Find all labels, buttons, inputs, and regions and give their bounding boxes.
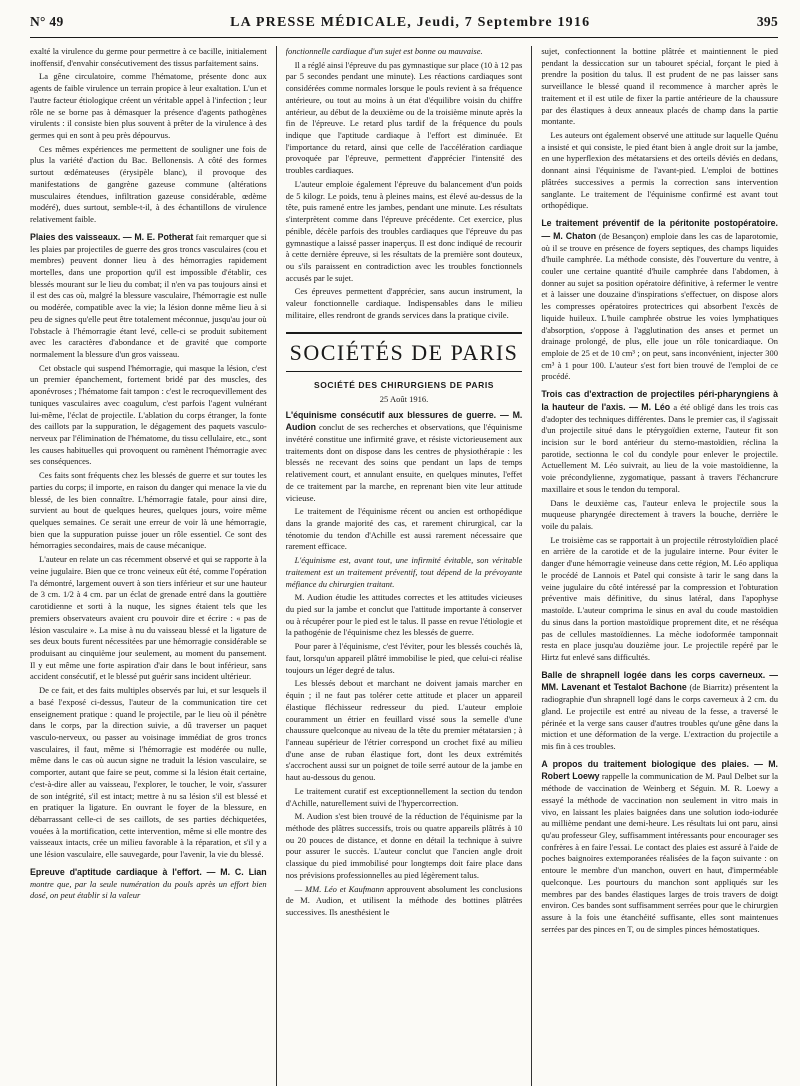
- paragraph-text: (de Besançon) emploie dans les cas de laparotomie, où il se trouve en présence de foyers septiques, des champs liquides d'huile camphrée. La méthode consiste, dès l'ouverture du ventre, à couler une certaine quantité d'huile camphrée dans l'abdomen, à donner au sujet sa position opératoire définitive, à refermer le ventre et à laisser une douzaine d'inspirations s'effectuer, on dispose alors les compresses opératoires protectrices qui absorbent l'excès de liquide huileux. L'huile camphrée obstrue les voies lymphatiques d'absorption, s'oppose à l'agglutination des anses et permet un drainage prolongé, de plus, elle joue un rôle tonicardiaque. On emploie de 25 et de 10 cm³ ; on peut, sans inconvénient, injecter 300 cm³ à 1 pour 100. L'auteur s'est fort bien trouvé de l'emploi de ce procédé.: [541, 230, 778, 382]
- paragraph: [286, 46, 523, 58]
- paragraph-with-heading: [286, 884, 523, 919]
- column-rule: [276, 46, 277, 1086]
- subheading: L'équinisme consécutif aux blessures de guerre. — M. Audion: [285, 409, 523, 433]
- paragraph: Le traitement curatif est exceptionnellement la section du tendon d'Achille, naturellement suivi de l'hypercorrection.: [285, 785, 523, 808]
- paragraph: De ce fait, et des faits multiples observés par lui, et sur lesquels il a basé l'exposé ci-dessus, l'auteur de la communication tire cet enseignement pratique : quand le projectile, par le lieu où il pénètre dans le corps, par la direction suivie, a dû traverser un paquet vasculo-nerveux, ou passer au voisinage immédiat de gros troncs vasculaires, il faut, même si l'hémorragie est modérée ou nulle, même dans le cas où aucun signe ne traduit la lésion vasculaire, se comporter, autant que faire se peut, comme si la lésion était certaine, c'est-à-dire aller au vaisseau, l'explorer, le toucher, le voir, s'assurer de son intégrité, s'il est intact; mettre à nu sa lésion s'il est blessé et en pratiquer la ligature. En ouvrant le foyer de la blessure, en débarrassant celle-ci de ses caillots, de ses parties déchiquetées, vouées à la mortification, cette intervention, même si elle montre des vaisseaux intacts, crée un milieu favorable à la réparation, et s'il y a une lésion vasculaire, elle sauvegarde, pour l'avenir, la vie du blessé.: [30, 685, 267, 860]
- issue-number: N° 49: [30, 14, 64, 29]
- paragraph-with-heading: [30, 231, 267, 361]
- paragraph-text: fonctionnelle cardiaque d'un sujet est bonne ou mauvaise.: [285, 46, 483, 56]
- paragraph-with-heading: [541, 758, 778, 936]
- paragraph: L'auteur en relate un cas récemment observé et qui se rapporte à la veine jugulaire. Bien que ce tronc veineux eût été, comme l'opération l'a démontré, largement ouvert à son tiers inférieur et sur une hauteur de 3 cm. 1/2 à 4 cm. par un éclat de grenade entré dans la gouttière carotidienne et sorti à la nuque, les signes étaient tels que les premiers observateurs avaient cru pouvoir dire et écrire : « pas de lésion vasculaire ». La mise à nu du vaisseau blessé et la ligature de ses deux bouts furent nécessitées par une hémorragie considérable se produisant au cinquième jour seulement, au moment du pansement. Il y eut même une forte aspiration d'air dans le bout inférieur, sans accident consécutif, et le blessé put guérir sans incident ultérieur.: [30, 554, 267, 682]
- paragraph: Le traitement de l'équinisme récent ou ancien est orthopédique dans la grande majorité des cas, et rarement chirurgical, car la ténotomie du tendon d'Achille est aussi rarement nécessaire que rarement efficace.: [285, 506, 523, 552]
- paragraph: Ces faits sont fréquents chez les blessés de guerre et sur toutes les parties du corps; il importe, en raison du danger qui menace la vie du blessé, de les bien connaître. L'hémorragie fatale, pour ainsi dire, survient au bout de quelques heures, quelques jours, voire même quelques semaines. Ce serait une erreur de voir là une hémorragie, bien que la suppuration puisse jouer un rôle essentiel. Ce sont des hémorragies secondaires, mais de cause mécanique.: [30, 470, 267, 551]
- paragraph: Ces épreuves permettent d'apprécier, sans aucun instrument, la valeur fonctionnelle cardiaque. Indispensables dans le milieu militaire, elles rendront de grands services dans la pratique civile.: [285, 286, 523, 320]
- paragraph: Cet obstacle qui suspend l'hémorragie, qui masque la lésion, c'est un premier épanchement, fortement bridé par des muscles, des aponévroses ; l'hématome fait tampon : c'est le recroquevillement des tuniques vasculaires avec coagulum, c'est parfois l'agent vulnérant lui-même, l'éclat de projectile. L'ablation du corps étranger, la fonte des caillots par la suppuration, le dégagement des paquets vasculo-nerveux par l'élimination de l'hématome, du tissu cellulaire, etc., sont les causes habituelles qui provoquent ou ramènent l'hémorragie avec ses conséquences.: [30, 362, 267, 467]
- paragraph: La gêne circulatoire, comme l'hématome, présente donc aux agents de faible virulence un terrain propice à leur exaltation. L'un et l'autre facteur étiologique créent un véritable appel à l'infection ; leur rôle ne se borne pas à démasquer la présence d'agents pathogènes virulents : il consiste bien plus souvent à prêter de la virulence à des germes qui en sont à peu près dépourvus.: [30, 71, 267, 141]
- paragraph-text: L'équinisme est, avant tout, une infirmité évitable, son véritable traitement est un traitement préventif, tout dépend de la prévoyante méfiance du chirurgien traitant.: [285, 555, 523, 589]
- running-header: [30, 14, 778, 38]
- subheading: A propos du traitement biologique des plaies. — M. Robert Loewy: [541, 758, 778, 782]
- paragraph: exalté la virulence du germe pour permettre à ce bacille, initialement inoffensif, d'envahir consécutivement des tissus parfaitement sains.: [30, 46, 267, 68]
- column-1: [30, 46, 267, 1086]
- section-banner: [286, 332, 523, 372]
- society-name: SOCIÉTÉ DES CHIRURGIENS DE PARIS: [313, 379, 495, 390]
- running-title: LA PRESSE MÉDICALE, Jeudi, 7 Septembre 1916: [230, 15, 591, 30]
- paragraph: Les auteurs ont également observé une attitude sur laquelle Quénu a insisté et qui consiste, le pied étant bien à angle droit sur la jambe, en une hyperflexion des métatarsiens et des orteils déviés en dedans, donnant ainsi l'équinisme de l'avant-pied. L'emploi de bottines plâtrées successives a permis la correction sans intervention sanglante. Le traitement de l'équinisme confirmé est avant tout orthopédique.: [541, 130, 778, 211]
- subheading: Trois cas d'extraction de projectiles péri-pharyngiens à la hauteur de l'axis. — M. Léo: [541, 389, 778, 412]
- paragraph-with-heading: [541, 217, 778, 383]
- paragraph: Dans le deuxième cas, l'auteur enleva le projectile sous la muqueuse pharyngée directement à travers la bouche, derrière le voile du palais.: [541, 497, 778, 532]
- paragraph-text: a été obligé dans les trois cas d'adopter des techniques différentes. Dans le premier cas, il s'agissait d'un projectile situé dans le ptérygoïdien externe, l'auteur fit son incision sur le bord antérieur du sterno-mastoïdien, réclina la parotide, sectionna le col du condyle pour enlever le projectile. Actuellement M. Léo suivrait, au lieu de la voie mastoïdienne, la voie précondylienne, zygomatique, passant à travers l'échancrure maxillaire et sous le tendon du temporal.: [541, 401, 778, 494]
- paragraph: M. Audion s'est bien trouvé de la réduction de l'équinisme par la méthode des plâtres successifs, trois ou quatre appareils plâtrés à 10 ou 20 pouces de distance, et donne en détail la technique à suivre pour assurer le succès. L'auteur conclut que l'ancien angle droit classique du pied immobilisé pour longtemps doit faire place dans nos prévisions professionnelles au pied légèrement talus.: [285, 811, 523, 880]
- paragraph-text: approuvent absolument les conclusions de M. Audion, et utilisent la méthode des bottines plâtrées successives. Ils anesthésient le: [285, 883, 523, 917]
- paragraph: L'auteur emploie également l'épreuve du balancement d'un poids de 5 kilogr. Le poids, tenu à pleines mains, est élevé au-dessus de la tête, puis ramené entre les jambes, pendant une minute. Les résultats s'interprètent comme dans l'épreuve précédente. Cet exercice, plus pénible, décèle parfois des troubles cardiaques que l'épreuve du pas gymnastique a laissé passer inaperçus. Il est donc indiqué de recourir à cette dernière épreuve, si les résultats de la première sont douteux, ou s'ils paraissent en contradiction avec les troubles fonctionnels accusés par le sujet.: [285, 178, 523, 283]
- paragraph-text: conclut de ses recherches et observations, que l'équinisme invétéré constitue une infirmité grave, et résiste victorieusement aux traitements dont on dispose dans les centres de physiothérapie : les blessés ne recevant des soins que pendant un laps de temps relativement court, et annulant ensuite, en quelques minutes, l'effet de ce traitement par la marche, en reprenant bien vite leur attitude vicieuse.: [285, 422, 523, 503]
- subheading: Plaies des vaisseaux. — M. E. Potherat: [30, 231, 194, 242]
- paragraph: sujet, confectionnent la bottine plâtrée et maintiennent le pied pendant la dessiccation sur un tabouret spécial, forçant le pied à prendre la position du talus. Il est prudent de ne pas laisser sans surveillance le blessé quand il recommence à marcher après le traitement et il est utile de fixer la partie antérieure de la chaussure par des élastiques à deux anneaux placés de champ dans la partie montante.: [541, 46, 778, 127]
- paragraph-text: fait remarquer que si les plaies par projectiles de guerre des gros troncs vasculaires (cou et membres) peuvent donner lieu à des hémorragies rapidement mortelles, dans une proportion qu'il est impossible d'établir, ces blessés mourant sur le lieu du combat; il n'en va pas toujours ainsi et il est des cas où, malgré la blessure vasculaire, l'hémorragie est nulle ou modérée, compatible avec la vie; la lésion donne même lieu à si peu de signes qu'elle peut être totalement méconnue, jusqu'au jour où l'obstacle à l'hémorragie étant levé, celle-ci se produit subitement avec les caractères d'abondance et de gravité que comporte normalement la blessure d'un gros vaisseau.: [30, 231, 267, 359]
- session-date: 25 Août 1916.: [379, 393, 429, 404]
- paragraph-text: rappelle la communication de M. Paul Delbet sur la méthode de vaccination de Weinberg et Séguin. M. R. Loewy a essayé la méthode de vaccination non seulement in vitro mais in vivo, en laissant les plaies baignées dans une solution iodo-iodurée au millième pendant une demi-heure. Les résultats lui ont paru, ainsi qu'au professeur Gley, suffisamment intéressants pour encourager ses confrères à en faire l'essai. Le contact des plaies est assuré à l'aide de poches baignoires extemporanées réalisées de la façon suivante : on entoure le membre d'un manchon, ouvert en haut, d'imperméable quelconque. Les pourtours du manchon sont appliqués sur les membres par des bandes élastiques larges de trois travers de doigt environ. Ces bandes sont suffisamment serrées pour que le chirurgien assure à la fois une étanchéité suffisante, elles sont maintenues serrées par des pinces en T, ou de simples pinces hémostatiques.: [541, 771, 778, 934]
- text-columns: [30, 46, 778, 1086]
- column-2: [286, 46, 523, 1086]
- paragraph: [286, 555, 523, 590]
- paragraph: Ces mêmes expériences me permettent de souligner une fois de plus la variété d'action du Bac. Bellonensis. A côté des formes surtout œdémateuses (érysipèle blanc), il provoque des manifestations de gangrène gazeuse commune (altérations musculaires étendues, infiltration gazeuse considérable, œdème modéré), dues surtout, semble-t-il, à des échantillons de virulence relativement faible.: [30, 143, 267, 225]
- paragraph-text: montre que, par la seule numération du pouls après un effort bien dosé, on peut établir si la valeur: [30, 878, 267, 901]
- subheading: Epreuve d'aptitude cardiaque à l'effort. — M. C. Lian: [30, 866, 267, 877]
- paragraph-with-heading: [541, 388, 778, 495]
- subheading: — MM. Léo et Kaufmann: [294, 883, 385, 894]
- section-title: SOCIÉTÉS DE PARIS: [289, 339, 519, 365]
- paragraph: Il a réglé ainsi l'épreuve du pas gymnastique sur place (10 à 12 pas par 5 secondes pendant une minute). Les réactions cardiaques sont considérées comme normales lorsque le pouls revient à sa fréquence antérieure, ou tout au moins à un état d'équilibre voisin du chiffre antérieur, au début de la deuxième ou de la troisième minute après la fin de l'épreuve. Le retard plus tardif de la fréquence du pouls indique que l'aptitude cardiaque à l'effort est diminuée. Et l'importance du retard, ainsi que celle de l'accélération cardiaque provoquée par l'épreuve, permettent d'apprécier l'intensité des troubles cardiaques.: [285, 59, 523, 176]
- paragraph-text: (de Biarritz) présentent la radiographie d'un shrapnell logé dans le corps caverneux à 2 cm. du gland. Le projectile est entré au niveau de la fesse, a traversé le périnée et la verge sans causer d'autres troubles qu'une gêne dans la miction et une déformation de la verge. L'extraction du projectile a mis fin à ces troubles.: [541, 682, 778, 751]
- paragraph: M. Audion étudie les attitudes correctes et les attitudes vicieuses du pied sur la jambe et conclut que l'attitude importante à conserver ou à récupérer pour le pied est le talus. Il passe en revue l'étiologie et la pathogénie de l'équinisme chez les blessés de guerre.: [285, 592, 523, 638]
- paragraph: Le troisième cas se rapportait à un projectile rétrostyloïdien placé en arrière de la carotide et de la jugulaire interne. Pour éviter le danger d'une hémorragie veineuse dans cette région, M. Léo appliqua le procédé de Lannois et Patel qui consiste à tarir le sang dans la veine jugulaire du côté intéressé par la compression et l'obturation préventive mais définitive, du sinus latéral, dans l'apophyse mastoïde. L'auteur comprima le sinus en aval du coude mastoïdien du sinus dans la portion mastoïdique proprement dite, et ne réséqua pas de cellules mastoïdiennes. La mèche iodoformée tamponnait resta en place jusqu'au douzième jour. Le projectile repéré par le Hirtz fut enlevé sans difficultés.: [541, 534, 778, 662]
- page-number: 395: [756, 14, 778, 29]
- subheading: Balle de shrapnell logée dans les corps caverneux. — MM. Lavenant et Testalot Bachone: [541, 669, 778, 693]
- paragraph-with-heading: [286, 409, 523, 505]
- column-rule: [531, 46, 532, 1086]
- paragraph-with-heading: [541, 669, 778, 753]
- paragraph-with-heading: [30, 866, 267, 902]
- paragraph: Pour parer à l'équinisme, c'est l'éviter, pour les blessés couchés là, faut, lorsqu'un appareil plâtré immobilise le pied, que celui-ci réalise toujours un léger degré de talus.: [285, 641, 523, 675]
- paragraph: Les blessés debout et marchant ne doivent jamais marcher en équin ; il ne faut pas tolérer cette attitude et placer un appareil élastique fléchisseur redresseur du pied. L'auteur emploie couramment un étrier en feuillard vissé sous la semelle d'une chaussure quelconque au niveau de la tête du premier métatarsien ; à l'anneau supérieur de l'étrier correspond un crochet fixé au milieu d'une anse de ruban élastique fort, dont les deux extrémités s'accrochent aussi sur un poignet de toile serré autour de la jambe en haut au-dessous du genou.: [285, 678, 523, 783]
- column-3: [541, 46, 778, 1086]
- subheading: Le traitement préventif de la péritonite postopératoire. — M. Chaton: [541, 218, 778, 241]
